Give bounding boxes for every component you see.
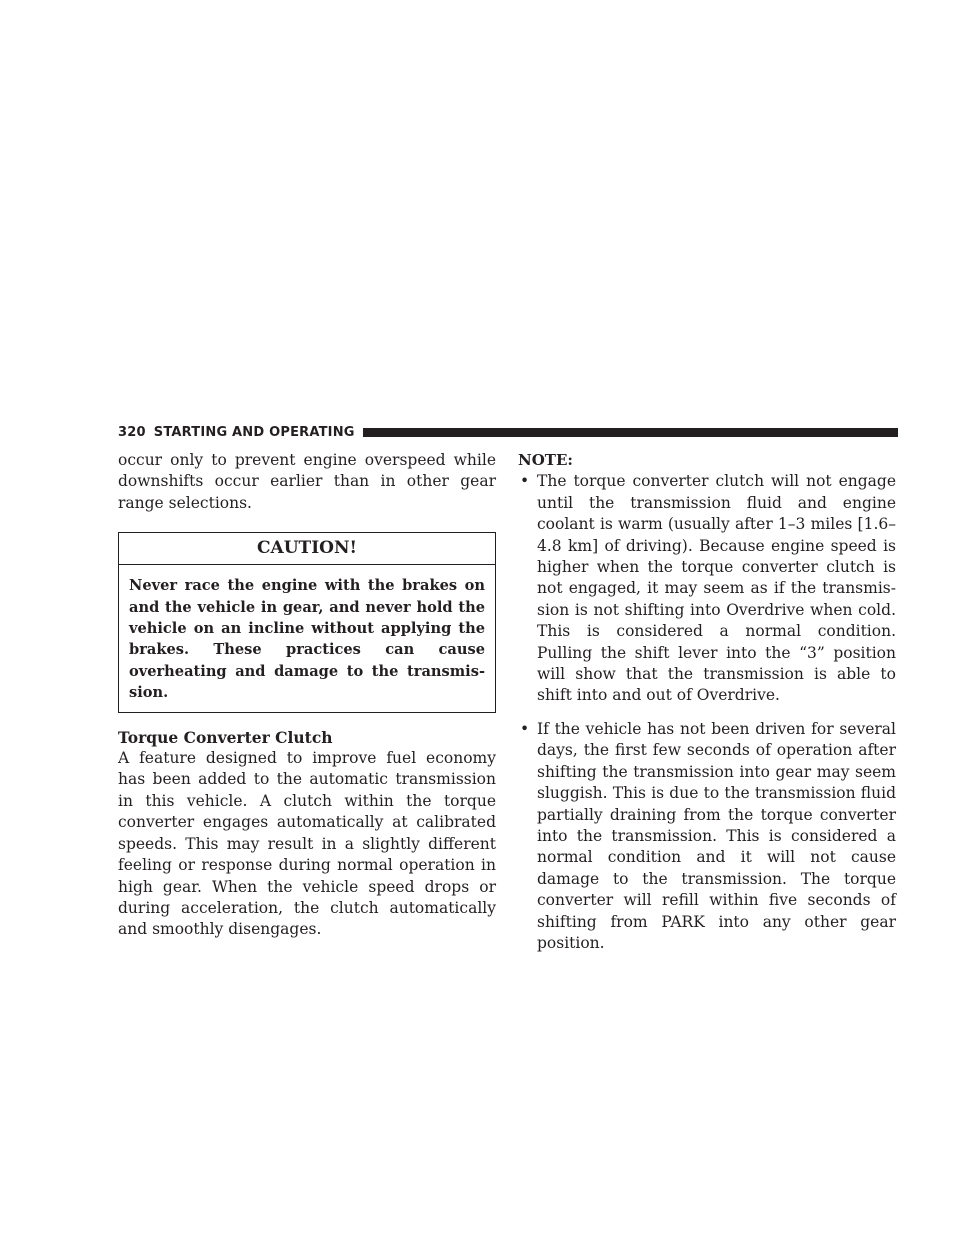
note-label: NOTE:: [518, 451, 573, 469]
caution-title: CAUTION!: [119, 533, 495, 565]
page-header: [118, 422, 898, 442]
page-number: 320: [118, 424, 146, 440]
intro-paragraph: occur only to prevent engine overspeed while downshifts occur earlier than in other gear range selections.: [118, 451, 496, 512]
bullet-icon: •: [520, 472, 530, 491]
caution-box: [118, 532, 496, 712]
torque-converter-clutch-heading: Torque Converter Clutch: [118, 727, 333, 747]
note-bullet-list: [518, 471, 896, 954]
header-rule: [363, 428, 898, 437]
left-column: [118, 450, 496, 941]
section-title: STARTING AND OPERATING: [153, 424, 355, 440]
note-bullet-item: [518, 471, 896, 706]
bullet-icon: •: [520, 719, 530, 738]
torque-converter-clutch-paragraph: A feature designed to improve fuel economy has been added to the automatic transmission in this vehicle. A clutch within the torque converter engages automatically at calibrated speeds. This may result in a slightly different feeling or response during normal operation in high gear. When the vehicle speed drops or during acceleration, the clutch automatically and smoothly disengages.: [118, 749, 496, 939]
right-column: [518, 450, 896, 966]
caution-text: Never race the engine with the brakes on and the vehicle in gear, and never hold the vehicle on an incline without applying the brakes. These practices can cause overheating and damage to the transmission.: [129, 577, 485, 702]
note-bullet-item: [518, 719, 896, 954]
note-bullet-text: If the vehicle has not been driven for several days, the first few seconds of operation after shifting the transmission into gear may seem sluggish. This is due to the transmission fluid partially draining from the torque converter into the transmission. This is considered a normal condition and it will not cause damage to the transmission. The torque converter will refill within five seconds of shifting from PARK into any other gear position.: [537, 719, 896, 952]
note-bullet-text: The torque converter clutch will not engage until the transmission fluid and engine coolant is warm (usually after 1–3 miles [1.6–4.8 km] of driving). Because engine speed is higher when the torque converter clutch is not engaged, it may seem as if the transmission is not shifting into Overdrive when cold. This is considered a normal condition. Pulling the shift lever into the “3” position will show that the transmission is able to shift into and out of Overdrive.: [537, 472, 896, 705]
